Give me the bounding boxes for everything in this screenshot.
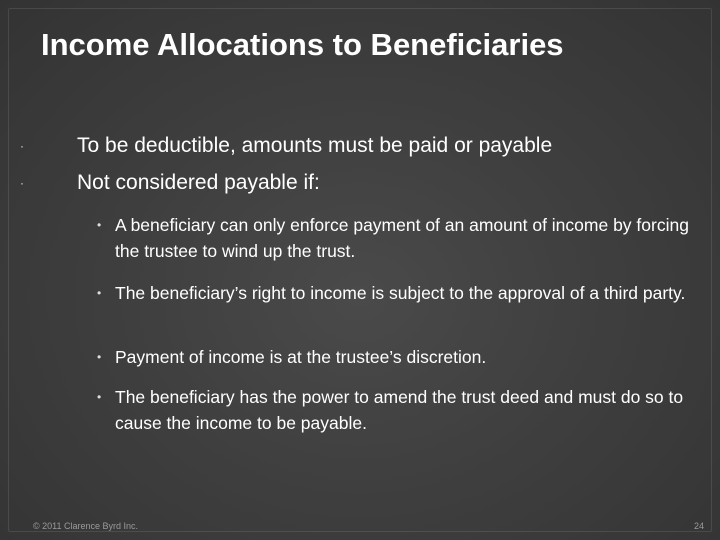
sub-bullet-text: The beneficiary’s right to income is subject to the approval of a third party. [115,283,686,303]
sub-bullet-dot-icon: • [97,286,102,300]
sub-bullet-dot-icon: • [97,218,102,232]
sub-bullet-dot-icon: • [97,390,102,404]
sub-bullet-text: Payment of income is at the trustee’s discretion. [115,347,487,367]
copyright-footer: © 2011 Clarence Byrd Inc. [33,521,139,531]
bullet-dot-icon: · [20,176,24,190]
page-number: 24 [693,521,704,531]
slide-title: Income Allocations to Beneficiaries [41,27,564,62]
slide-frame [8,8,712,532]
bullet-dot-icon: · [20,139,24,153]
sub-bullet-text: The beneficiary has the power to amend the trust deed and must do so to cause the income to be payable. [115,387,684,433]
sub-bullet-text: A beneficiary can only enforce payment of an amount of income by forcing the trustee to wind up the trust. [115,215,689,261]
bullet-text: Not considered payable if: [77,171,320,194]
bullet-text: To be deductible, amounts must be paid or payable [77,134,553,157]
sub-bullet-dot-icon: • [97,350,102,364]
